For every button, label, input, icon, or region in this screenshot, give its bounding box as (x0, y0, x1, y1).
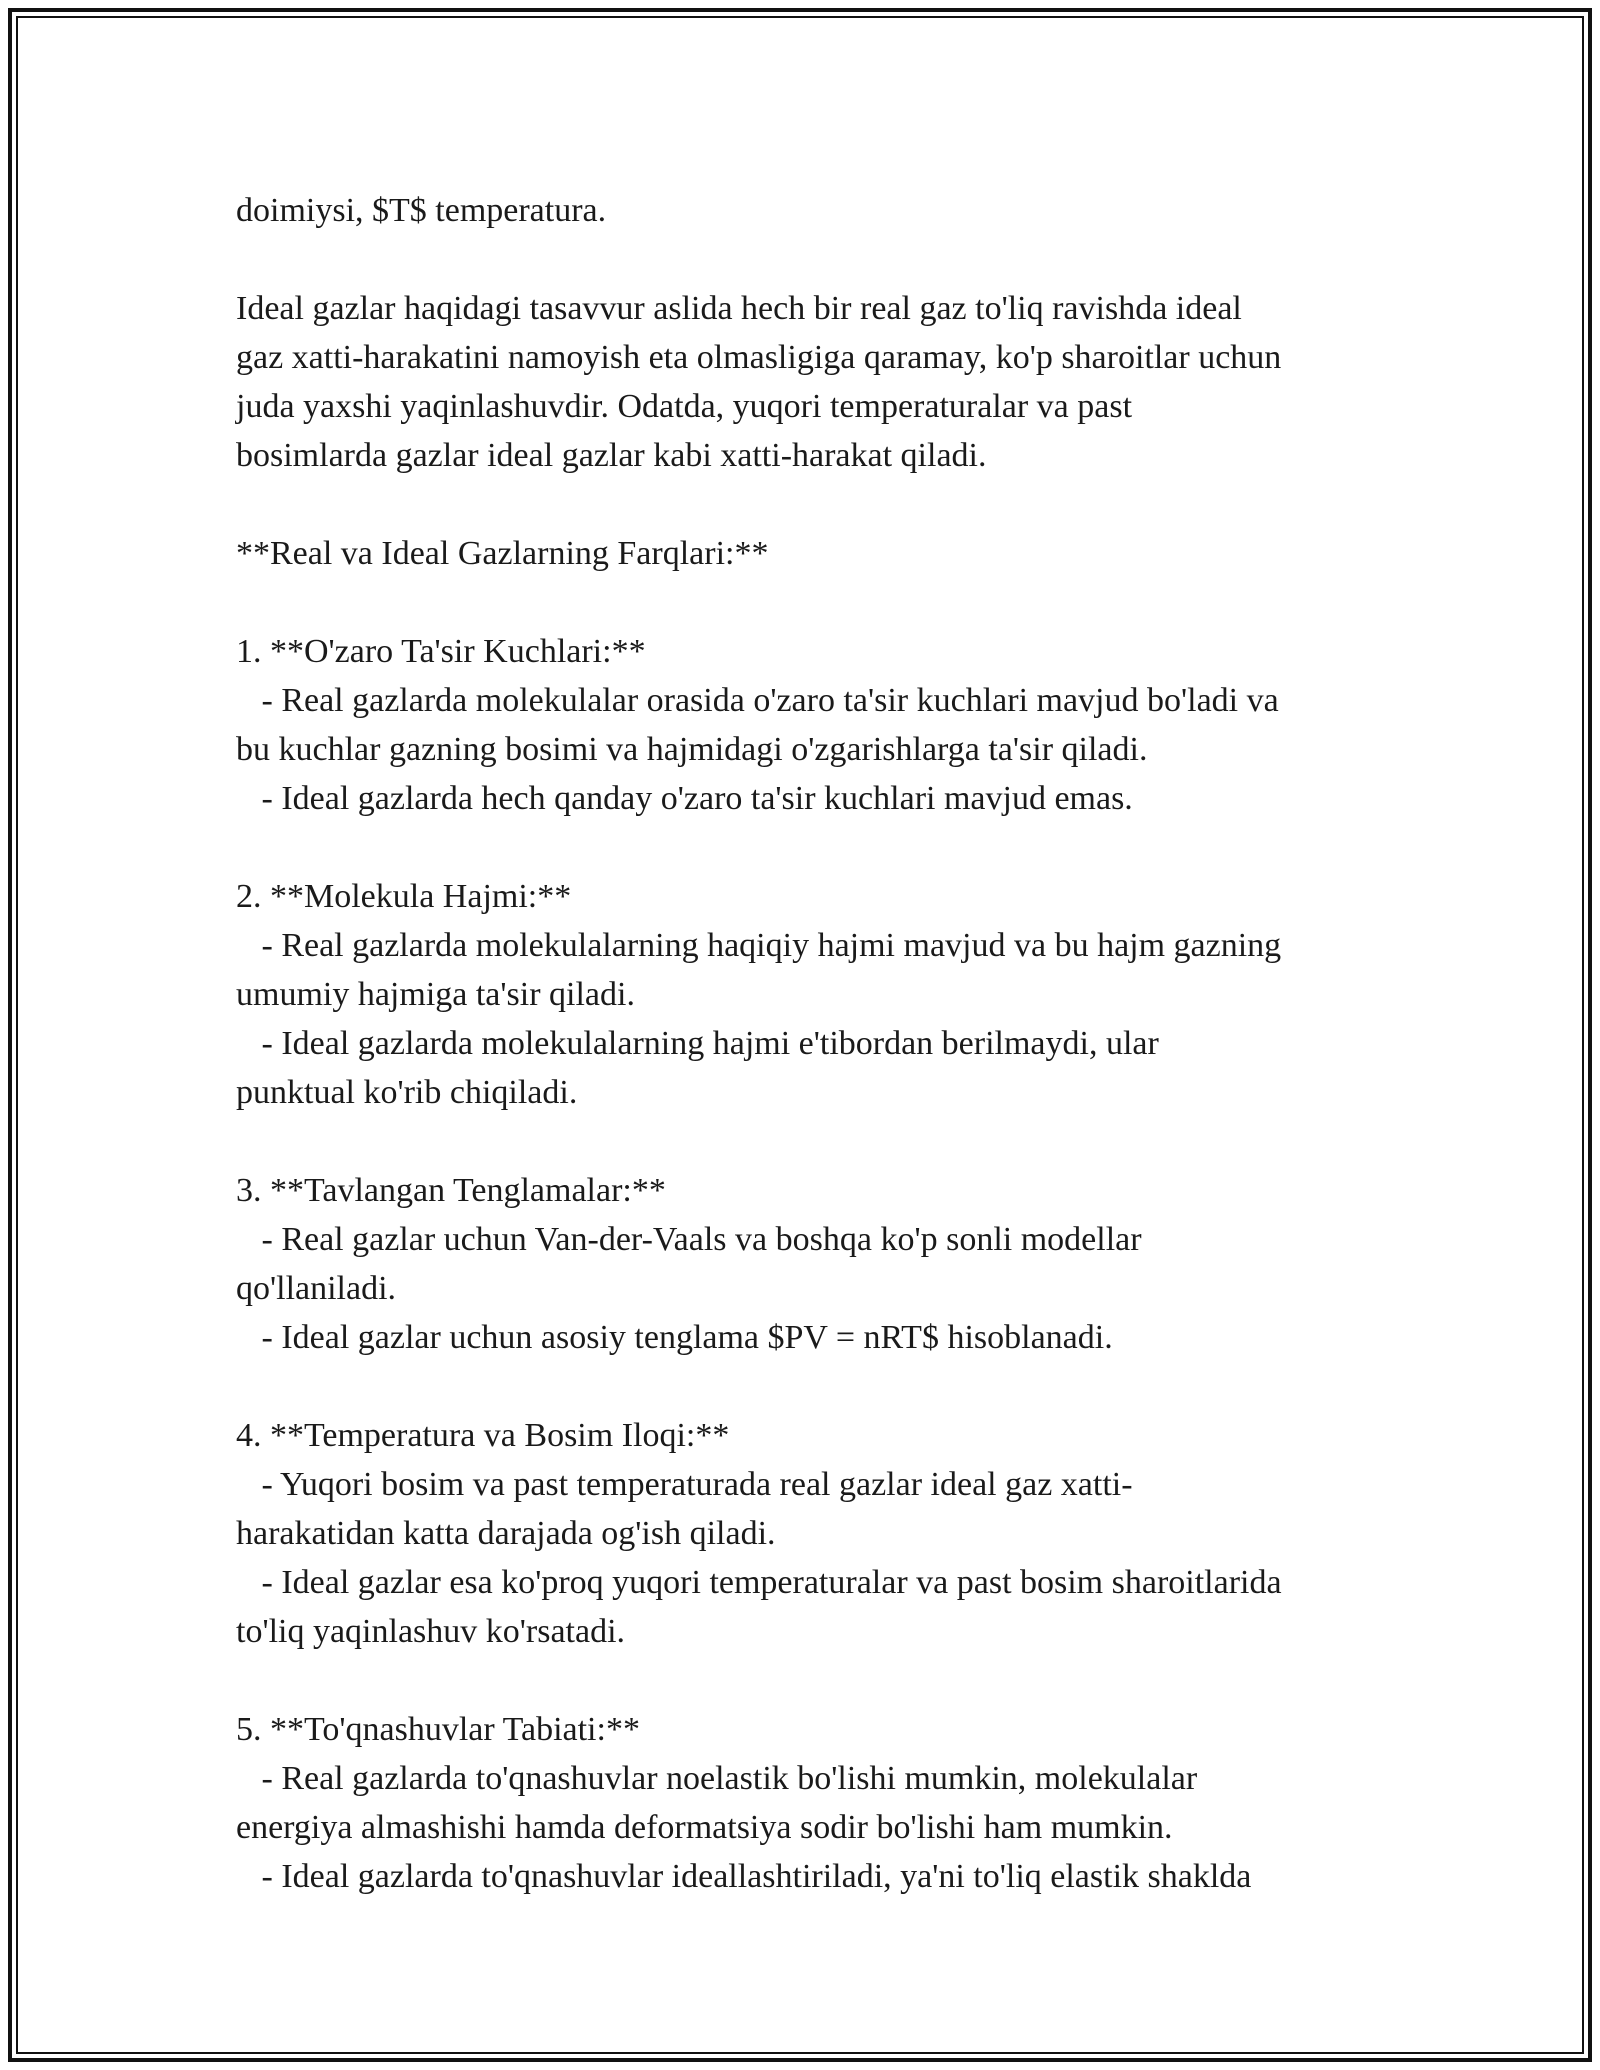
blank-line (236, 1117, 1386, 1166)
blank-line (236, 578, 1386, 627)
text-line: doimiysi, $T$ temperatura. (236, 192, 607, 229)
text-line: juda yaxshi yaqinlashuvdir. Odatda, yuqori temperaturalar va past (236, 388, 1133, 425)
list-item-heading: 2. **Molekula Hajmi:** (236, 878, 572, 915)
list-item-heading: 3. **Tavlangan Tenglamalar:** (236, 1172, 666, 1209)
text-line: - Ideal gazlar uchun asosiy tenglama $PV = nRT$ hisoblanadi. (236, 1319, 1113, 1356)
text-line: - Ideal gazlarda to'qnashuvlar ideallashtiriladi, ya'ni to'liq elastik shaklda (236, 1858, 1252, 1895)
blank-line (236, 1656, 1386, 1705)
text-line: qo'llaniladi. (236, 1270, 397, 1307)
text-line: energiya almashishi hamda deformatsiya sodir bo'lishi ham mumkin. (236, 1809, 1173, 1846)
text-line: - Real gazlar uchun Van-der-Vaals va boshqa ko'p sonli modellar (236, 1221, 1142, 1258)
section-heading: **Real va Ideal Gazlarning Farqlari:** (236, 535, 769, 572)
text-line: - Real gazlarda molekulalar orasida o'zaro ta'sir kuchlari mavjud bo'ladi va (236, 682, 1279, 719)
text-line: - Ideal gazlarda molekulalarning hajmi e'tibordan berilmaydi, ular (236, 1025, 1159, 1062)
blank-line (236, 1362, 1386, 1411)
text-line: to'liq yaqinlashuv ko'rsatadi. (236, 1613, 626, 1650)
text-line: gaz xatti-harakatini namoyish eta olmasligiga qaramay, ko'p sharoitlar uchun (236, 339, 1282, 376)
blank-line (236, 235, 1386, 284)
text-line: - Real gazlarda molekulalarning haqiqiy hajmi mavjud va bu hajm gazning (236, 927, 1282, 964)
text-line: - Ideal gazlarda hech qanday o'zaro ta'sir kuchlari mavjud emas. (236, 780, 1133, 817)
list-item-heading: 5. **To'qnashuvlar Tabiati:** (236, 1711, 640, 1748)
text-line: harakatidan katta darajada og'ish qiladi. (236, 1515, 776, 1552)
text-line: - Yuqori bosim va past temperaturada real gazlar ideal gaz xatti- (236, 1466, 1133, 1503)
text-line: bu kuchlar gazning bosimi va hajmidagi o'zgarishlarga ta'sir qiladi. (236, 731, 1148, 768)
text-line: - Real gazlarda to'qnashuvlar noelastik bo'lishi mumkin, molekulalar (236, 1760, 1198, 1797)
text-line: punktual ko'rib chiqiladi. (236, 1074, 578, 1111)
text-line: umumiy hajmiga ta'sir qiladi. (236, 976, 635, 1013)
list-item-heading: 4. **Temperatura va Bosim Iloqi:** (236, 1417, 730, 1454)
list-item-heading: 1. **O'zaro Ta'sir Kuchlari:** (236, 633, 646, 670)
text-line: Ideal gazlar haqidagi tasavvur aslida hech bir real gaz to'liq ravishda ideal (236, 290, 1242, 327)
document-body (236, 186, 1386, 1901)
text-line: - Ideal gazlar esa ko'proq yuqori temperaturalar va past bosim sharoitlarida (236, 1564, 1282, 1601)
text-line: bosimlarda gazlar ideal gazlar kabi xatti-harakat qiladi. (236, 437, 987, 474)
blank-line (236, 480, 1386, 529)
blank-line (236, 823, 1386, 872)
